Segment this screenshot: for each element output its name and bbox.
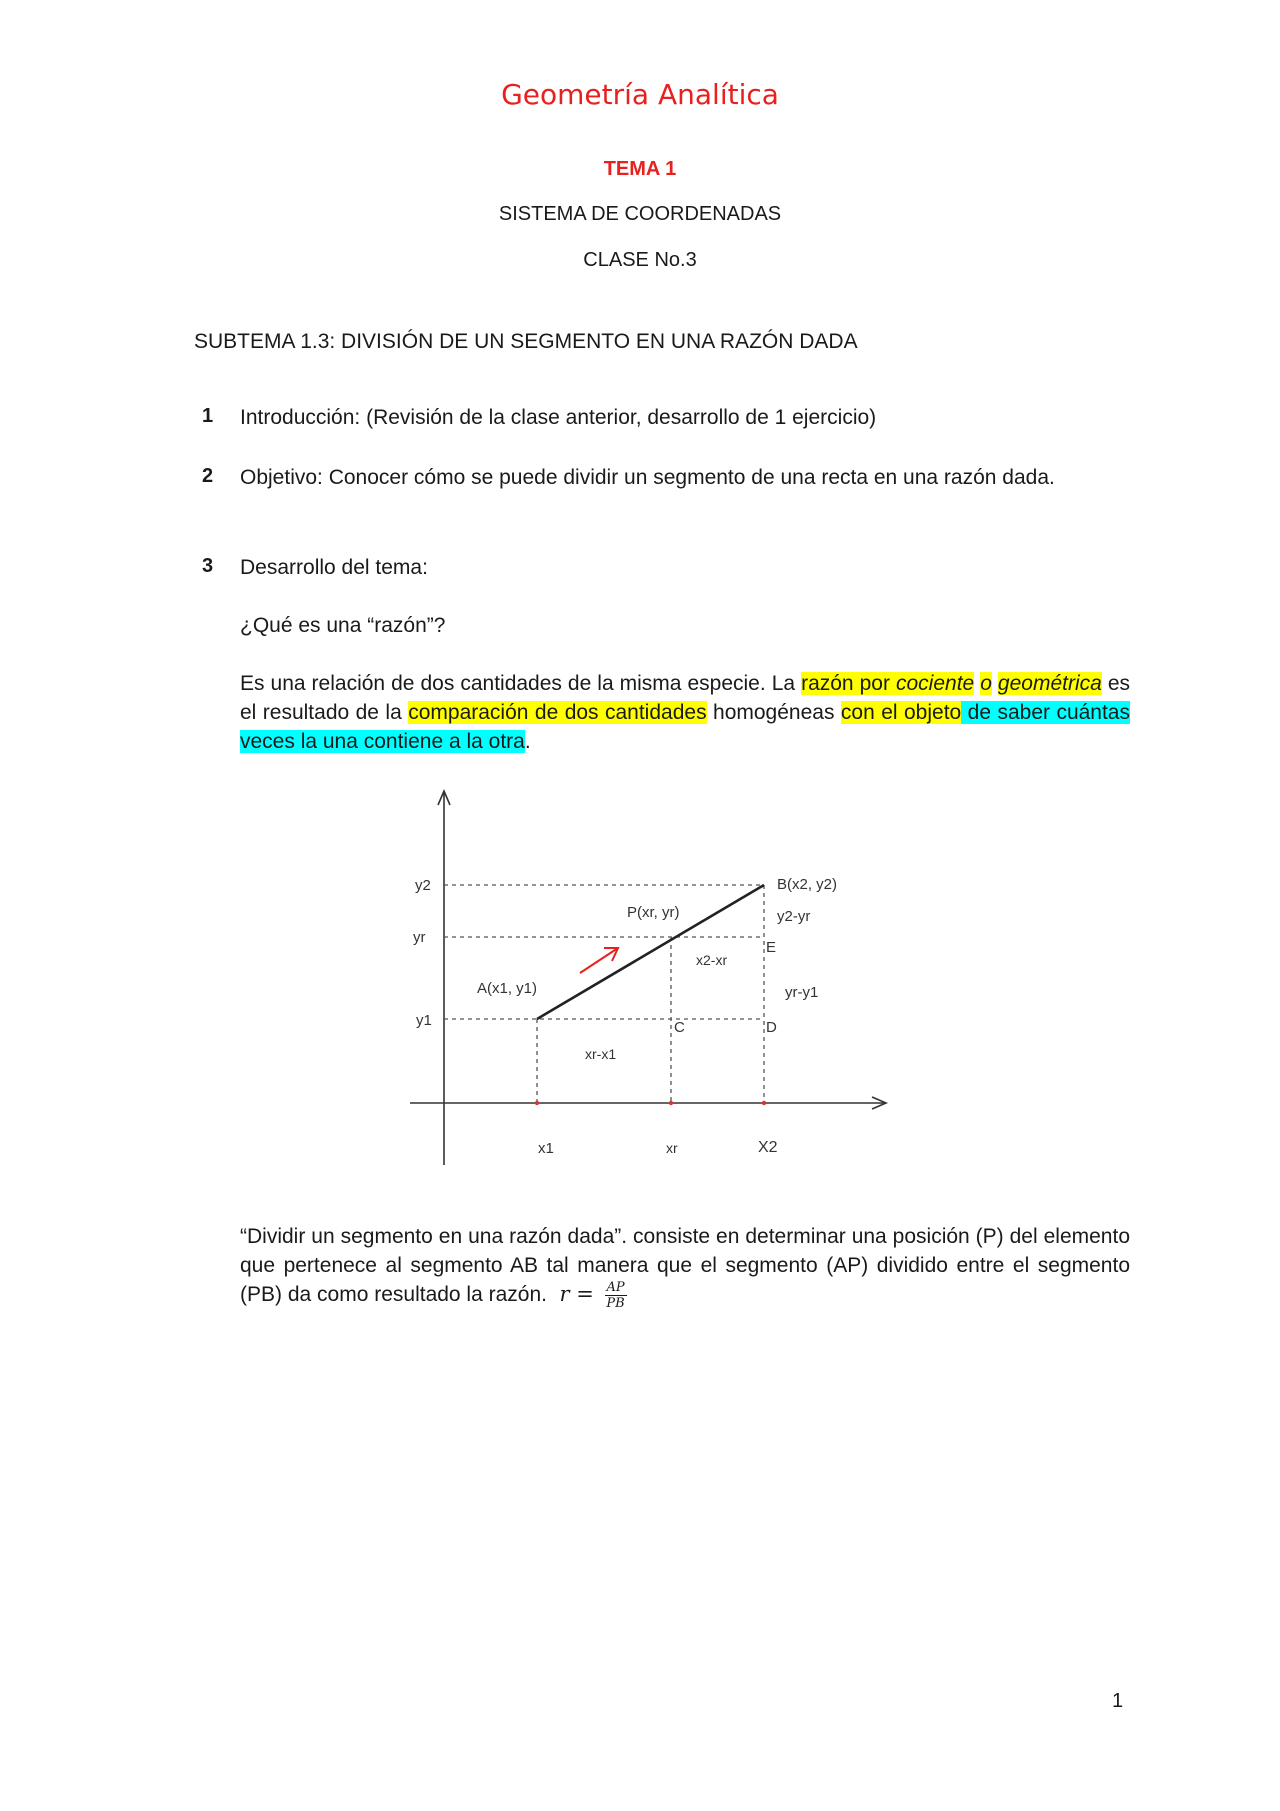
label-D: D bbox=[766, 1019, 777, 1036]
highlight-razon: razón por bbox=[801, 672, 896, 695]
label-yr-minus-y1: yr-y1 bbox=[785, 984, 819, 1001]
definition-paragraph bbox=[240, 669, 1130, 756]
tick-xr bbox=[669, 1101, 673, 1105]
definition-text: . bbox=[524, 730, 531, 753]
label-y2-minus-yr: y2-yr bbox=[777, 908, 811, 925]
label-yr: yr bbox=[413, 929, 426, 946]
formula-lhs: r = bbox=[559, 1282, 594, 1306]
sistema-heading: SISTEMA DE COORDENADAS bbox=[498, 203, 782, 225]
label-E: E bbox=[766, 939, 777, 956]
item-text-1: Introducción: (Revisión de la clase anterior, desarrollo de 1 ejercicio) bbox=[240, 406, 877, 429]
highlight-cuantas-veces: de saber cuántas veces la una contiene a la otra bbox=[240, 701, 1130, 753]
highlight-geometrica: geométrica bbox=[997, 672, 1102, 695]
item-number-2: 2 bbox=[202, 465, 214, 487]
label-point-P: P(xr, yr) bbox=[627, 904, 680, 921]
tick-x1 bbox=[535, 1101, 539, 1105]
conclusion-text: “Dividir un segmento en una razón dada”. consiste en determinar una posición (P) del elemento que pertenece al segmento AB tal manera que el segmento (AP) dividido entre el segmento (PB) da como resultado la razón. bbox=[240, 1225, 1130, 1306]
subtema-heading: SUBTEMA 1.3: DIVISIÓN DE UN SEGMENTO EN UNA RAZÓN DADA bbox=[194, 330, 858, 353]
page-title: Geometría Analítica bbox=[501, 78, 779, 111]
label-x1: x1 bbox=[538, 1140, 554, 1157]
item-number-3: 3 bbox=[202, 555, 214, 577]
definition-text: es el resultado de la bbox=[240, 672, 1130, 724]
item-text-2: Objetivo: Conocer cómo se puede dividir un segmento de una recta en una razón dada. bbox=[240, 466, 1055, 489]
question: ¿Qué es una “razón”? bbox=[240, 614, 446, 637]
tick-x2 bbox=[762, 1101, 766, 1105]
label-x2-minus-xr: x2-xr bbox=[696, 952, 728, 968]
ratio-formula bbox=[553, 1280, 627, 1311]
highlight-cociente: cociente bbox=[895, 672, 975, 695]
highlight-con-el-objeto: con el objeto bbox=[840, 701, 962, 724]
formula-denominator: PB bbox=[606, 1296, 625, 1311]
label-point-B: B(x2, y2) bbox=[777, 876, 838, 893]
direction-arrow bbox=[580, 948, 618, 973]
definition-text: homogéneas bbox=[706, 701, 841, 724]
label-xr: xr bbox=[666, 1140, 678, 1156]
item-text-3: Desarrollo del tema: bbox=[240, 556, 428, 579]
label-x2: X2 bbox=[758, 1139, 778, 1156]
tema-heading: TEMA 1 bbox=[603, 158, 677, 180]
label-xr-minus-x1: xr-x1 bbox=[585, 1046, 617, 1062]
label-point-A: A(x1, y1) bbox=[477, 980, 538, 997]
highlight-o: o bbox=[980, 672, 992, 695]
label-y1: y1 bbox=[416, 1012, 432, 1029]
highlight-comparacion: comparación de dos cantidades bbox=[408, 701, 707, 724]
conclusion-paragraph bbox=[240, 1222, 1130, 1311]
formula-numerator: AP bbox=[606, 1280, 625, 1295]
item-number-1: 1 bbox=[202, 405, 214, 427]
label-y2: y2 bbox=[415, 877, 431, 894]
definition-text: Es una relación de dos cantidades de la misma especie. La bbox=[240, 672, 802, 695]
formula-fraction bbox=[605, 1280, 627, 1311]
label-C: C bbox=[674, 1019, 685, 1036]
segment-division-diagram bbox=[380, 785, 900, 1175]
clase-heading: CLASE No.3 bbox=[583, 249, 697, 271]
page-number: 1 bbox=[1112, 1690, 1124, 1712]
